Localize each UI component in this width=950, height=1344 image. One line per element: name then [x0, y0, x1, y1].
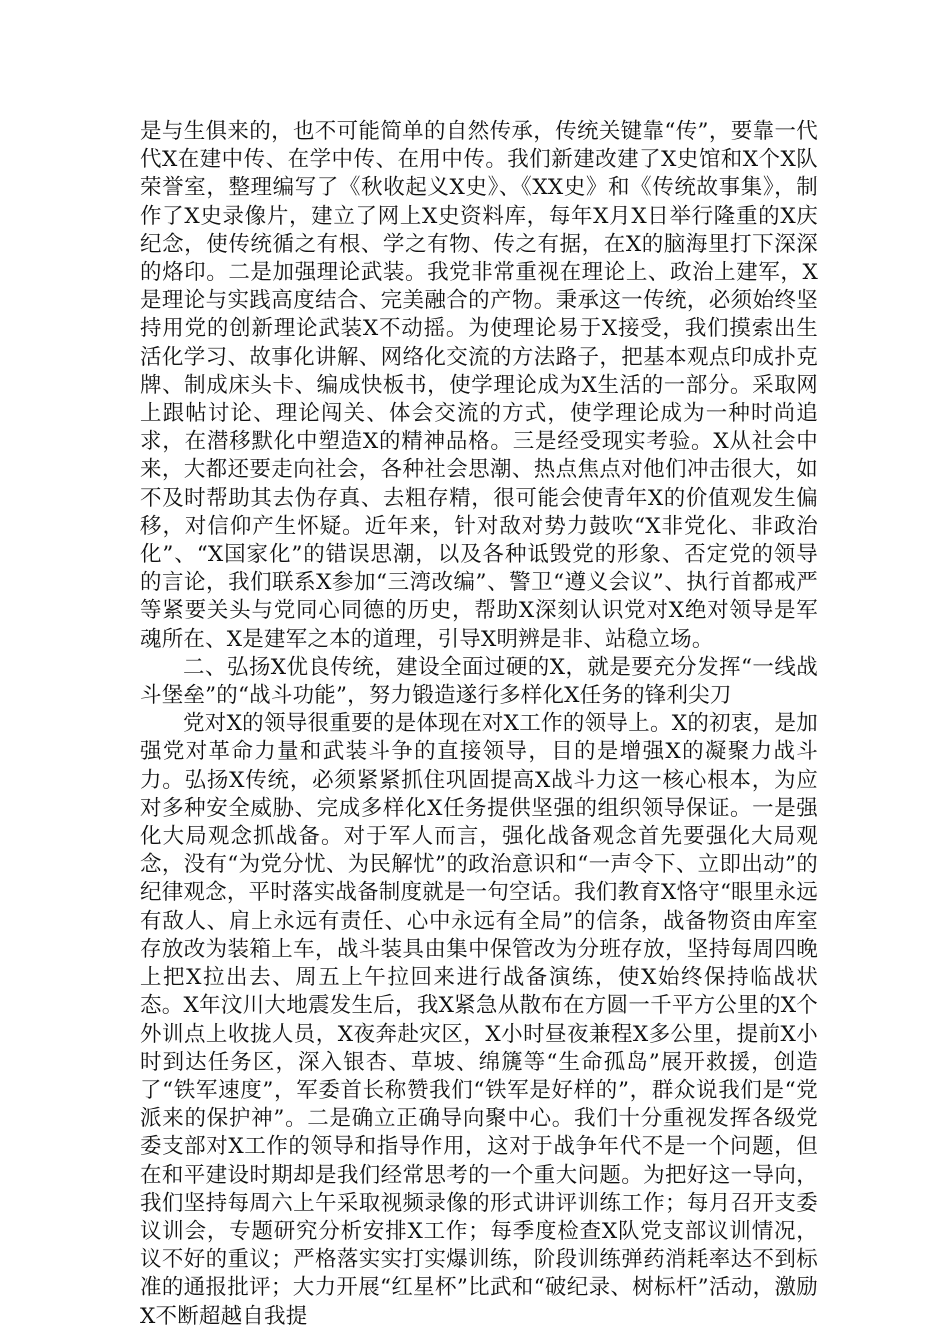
section-heading-2: 二、弘扬X优良传统，建设全面过硬的X，就是要充分发挥“一线战斗堡垒”的“战斗功能”，努力锻造遂行多样化X任务的锋利尖刀 [140, 654, 818, 709]
document-page [140, 118, 818, 1331]
body-paragraph-1: 是与生俱来的，也不可能简单的自然传承，传统关键靠“传”，要靠一代代X在建中传、在学中传、在用中传。我们新建改建了X史馆和X个X队荣誉室，整理编写了《秋收起义X史》、《XX史》和《传统故事集》，制作了X史录像片，建立了网上X史资料库，每年X月X日举行隆重的X庆纪念，使传统循之有根、学之有物、传之有据，在X的脑海里打下深深的烙印。二是加强理论武装。我党非常重视在理论上、政治上建军，X是理论与实践高度结合、完美融合的产物。秉承这一传统，必须始终坚持用党的创新理论武装X不动摇。为使理论易于X接受，我们摸索出生活化学习、故事化讲解、网络化交流的方法路子，把基本观点印成扑克牌、制成床头卡、编成快板书，使学理论成为X生活的一部分。采取网上跟帖讨论、理论闯关、体会交流的方式，使学理论成为一种时尚追求，在潜移默化中塑造X的精神品格。三是经受现实考验。X从社会中来，大都还要走向社会，各种社会思潮、热点焦点对他们冲击很大，如不及时帮助其去伪存真、去粗存精，很可能会使青年X的价值观发生偏移，对信仰产生怀疑。近年来，针对敌对势力鼓吹“X非党化、非政治化”、“X国家化”的错误思潮，以及各种诋毁党的形象、否定党的领导的言论，我们联系X参加“三湾改编”、警卫“遵义会议”、执行首都戒严等紧要关头与党同心同德的历史，帮助X深刻认识党对X绝对领导是军魂所在、X是建军之本的道理，引导X明辨是非、站稳立场。 [140, 119, 818, 652]
body-paragraph-3: 党对X的领导很重要的是体现在对X工作的领导上。X的初衷，是加强党对革命力量和武装斗争的直接领导，目的是增强X的凝聚力战斗力。弘扬X传统，必须紧紧抓住巩固提高X战斗力这一核心根本，为应对多种安全威胁、完成多样化X任务提供坚强的组织领导保证。一是强化大局观念抓战备。对于军人而言，强化战备观念首先要强化大局观念，没有“为党分忧、为民解忧”的政治意识和“一声令下、立即出动”的纪律观念，平时落实战备制度就是一句空话。我们教育X恪守“眼里永远有敌人、肩上永远有责任、心中永远有全局”的信条，战备物资由库室存放改为装箱上车，战斗装具由集中保管改为分班存放，坚持每周四晚上把X拉出去、周五上午拉回来进行战备演练，使X始终保持临战状态。X年汶川大地震发生后，我X紧急从散布在方圆一千平方公里的X个外训点上收拢人员，X夜奔赴灾区，X小时昼夜兼程X多公里，提前X小时到达任务区，深入银杏、草坡、绵篪等“生命孤岛”展开救援，创造了“铁军速度”，军委首长称赞我们“铁军是好样的”，群众说我们是“党派来的保护神”。二是确立正确导向聚中心。我们十分重视发挥各级党委支部对X工作的领导和指导作用，这对于战争年代不是一个问题，但在和平建设时期却是我们经常思考的一个重大问题。为把好这一导向，我们坚持每周六上午采取视频录像的形式讲评训练工作；每月召开支委议训会，专题研究分析安排X工作；每季度检查X队党支部议训情况，议不好的重议；严格落实实打实爆训练，阶段训练弹药消耗率达不到标准的通报批评；大力开展“红星杯”比武和“破纪录、树标杆”活动，激励X不断超越自我提 [140, 711, 818, 1329]
